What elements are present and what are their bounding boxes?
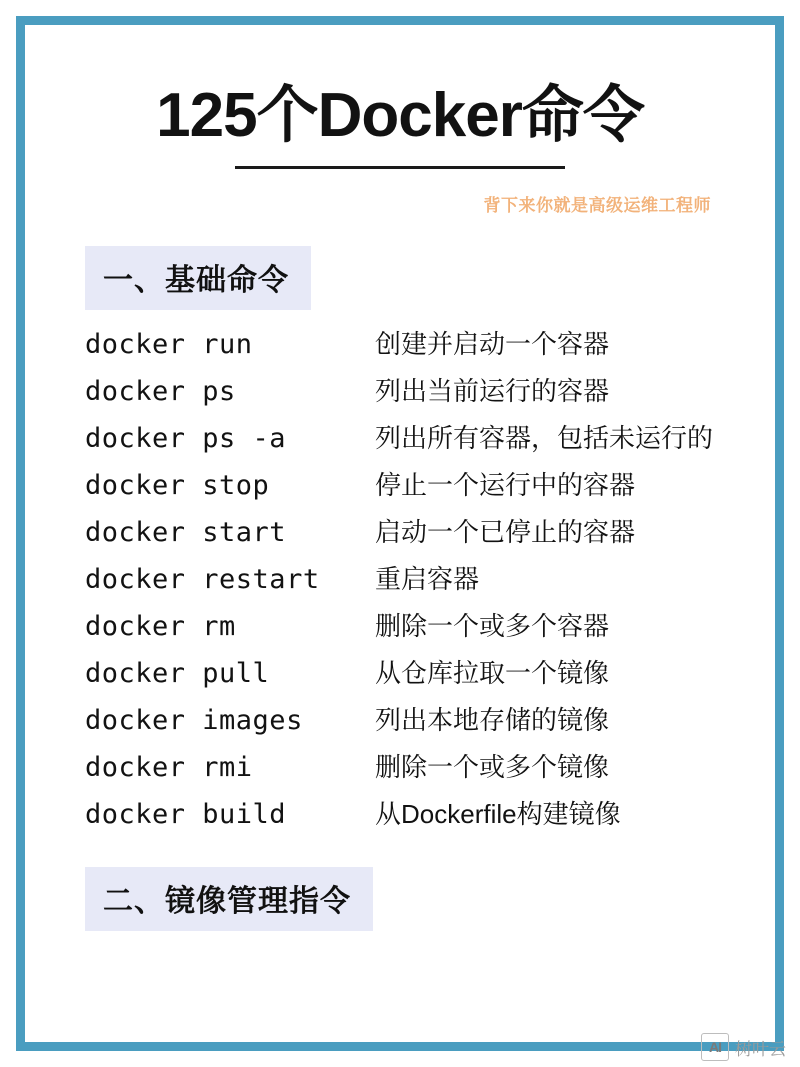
command-description: 删除一个或多个容器	[375, 611, 610, 642]
command-name: docker images	[85, 705, 303, 737]
poster-content	[37, 37, 763, 1030]
watermark-label: 树叶云	[735, 1039, 786, 1059]
command-name: docker pull	[85, 658, 270, 690]
command-description: 创建并启动一个容器	[375, 329, 610, 360]
command-name: docker ps	[85, 376, 236, 408]
section-heading: 二、镜像管理指令	[85, 867, 373, 931]
command-description: 从Dockerfile构建镜像	[375, 799, 621, 830]
command-row	[85, 371, 715, 408]
subtitle: 背下来你就是高级运维工程师	[483, 196, 711, 216]
command-row	[85, 653, 715, 690]
section-basic-commands	[85, 216, 715, 831]
title-divider	[235, 166, 565, 169]
command-name: docker ps -a	[85, 423, 287, 455]
command-name: docker rmi	[85, 752, 253, 784]
poster-frame	[16, 16, 784, 1051]
section-heading: 一、基础命令	[85, 246, 311, 310]
command-row	[85, 512, 715, 549]
command-name: docker rm	[85, 611, 236, 643]
command-description: 删除一个或多个镜像	[375, 752, 610, 783]
command-description: 停止一个运行中的容器	[375, 470, 636, 501]
command-name: docker stop	[85, 470, 270, 502]
ai-badge-icon: AI	[701, 1033, 729, 1061]
command-description: 重启容器	[375, 564, 480, 595]
command-name: docker build	[85, 799, 287, 831]
command-description: 列出所有容器，包括未运行的	[375, 423, 714, 454]
command-description: 从仓库拉取一个镜像	[375, 658, 610, 689]
command-description: 启动一个已停止的容器	[375, 517, 636, 548]
command-row	[85, 700, 715, 737]
watermark	[701, 1033, 786, 1061]
command-row	[85, 606, 715, 643]
section-image-management	[85, 841, 715, 931]
command-name: docker restart	[85, 564, 320, 596]
command-row	[85, 747, 715, 784]
command-row	[85, 794, 715, 831]
command-name: docker start	[85, 517, 287, 549]
command-row	[85, 324, 715, 361]
command-name: docker run	[85, 329, 253, 361]
command-row	[85, 418, 715, 455]
command-list	[85, 324, 715, 831]
page-title: 125个Docker命令	[156, 81, 644, 150]
command-row	[85, 559, 715, 596]
command-description: 列出当前运行的容器	[375, 376, 610, 407]
command-row	[85, 465, 715, 502]
command-description: 列出本地存储的镜像	[375, 705, 610, 736]
